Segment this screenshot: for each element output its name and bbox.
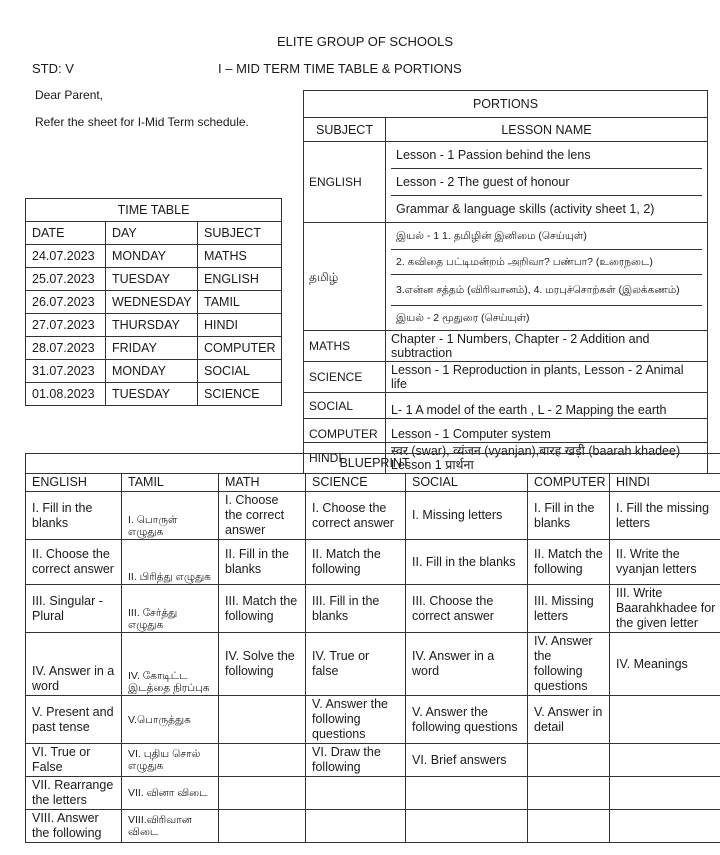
day-cell: TUESDAY xyxy=(106,383,198,406)
blueprint-header-row xyxy=(26,474,720,492)
column-header: DAY xyxy=(106,222,198,245)
exam-title: I – MID TERM TIME TABLE & PORTIONS xyxy=(218,61,462,76)
portions-table xyxy=(303,90,708,474)
blueprint-cell xyxy=(406,810,528,843)
blueprint-cell: II. Write the vyanjan letters xyxy=(610,540,720,585)
lesson-item: L- 1 A model of the earth , L - 2 Mapping the earth xyxy=(386,393,708,419)
blueprint-cell: IV. Answer the following questions xyxy=(528,633,610,696)
portion-row-maths xyxy=(304,331,708,362)
date-cell: 24.07.2023 xyxy=(26,245,106,268)
blueprint-cell: I. Choose the correct answer xyxy=(306,492,406,540)
time-table-title: TIME TABLE xyxy=(26,199,282,222)
lesson-item: இயல் - 1 1. தமிழின் இனிமை (செய்யுள்) xyxy=(391,223,702,250)
blueprint-cell xyxy=(610,777,720,810)
blueprint-cell: V. Answer the following questions xyxy=(306,696,406,744)
blueprint-cell: III. சேர்த்து எழுதுக xyxy=(122,585,219,633)
blueprint-cell: I. Fill in the blanks xyxy=(26,492,122,540)
lesson-item: Lesson - 1 Reproduction in plants, Lesson - 2 Animal life xyxy=(386,362,708,393)
blueprint-cell xyxy=(306,810,406,843)
subject-cell: TAMIL xyxy=(198,291,282,314)
blueprint-cell: IV. Solve the following xyxy=(219,633,306,696)
subject-cell: SCIENCE xyxy=(198,383,282,406)
lesson-item: இயல் - 2 மூதுரை (செய்யுள்) xyxy=(396,312,530,324)
lesson-item: स्वर (swar), व्यंजन (vyanjan),बारह खड़ी (baarah khadee) xyxy=(391,444,681,458)
blueprint-cell: VI. Brief answers xyxy=(406,744,528,777)
blueprint-cell: IV. True or false xyxy=(306,633,406,696)
blueprint-cell xyxy=(610,744,720,777)
blueprint-cell: IV. Meanings xyxy=(610,633,720,696)
table-row xyxy=(26,744,720,777)
date-cell: 28.07.2023 xyxy=(26,337,106,360)
lesson-item: 2. கவிதை பட்டிமன்றம் அறிவா? பண்பா? (உரைநடை) xyxy=(391,250,702,275)
table-row xyxy=(26,696,720,744)
blueprint-cell: IV. Answer in a word xyxy=(406,633,528,696)
blueprint-cell: II. Choose the correct answer xyxy=(26,540,122,585)
table-row xyxy=(26,383,282,406)
portion-row-english xyxy=(304,142,708,223)
blueprint-cell xyxy=(219,810,306,843)
lesson-item: Lesson 1 प्रार्थना xyxy=(391,458,474,472)
blueprint-cell: III. Singular - Plural xyxy=(26,585,122,633)
blueprint-cell: III. Choose the correct answer xyxy=(406,585,528,633)
lesson-item: Lesson - 2 The guest of honour xyxy=(391,169,702,196)
table-row xyxy=(26,245,282,268)
time-table xyxy=(25,198,282,406)
subject-cell: SOCIAL xyxy=(304,393,386,419)
lesson-column-header: LESSON NAME xyxy=(386,118,708,142)
blueprint-cell xyxy=(610,696,720,744)
subject-cell: SCIENCE xyxy=(304,362,386,393)
blueprint-cell: V. Present and past tense xyxy=(26,696,122,744)
day-cell: FRIDAY xyxy=(106,337,198,360)
date-cell: 01.08.2023 xyxy=(26,383,106,406)
date-cell: 26.07.2023 xyxy=(26,291,106,314)
table-row xyxy=(26,337,282,360)
blueprint-cell xyxy=(219,777,306,810)
table-row xyxy=(26,633,720,696)
portion-row-science xyxy=(304,362,708,393)
blueprint-cell: VI. புதிய சொல் எழுதுக xyxy=(122,744,219,777)
column-header: SUBJECT xyxy=(198,222,282,245)
table-row xyxy=(26,268,282,291)
blueprint-cell: III. Fill in the blanks xyxy=(306,585,406,633)
subject-cell: SOCIAL xyxy=(198,360,282,383)
subject-cell: MATHS xyxy=(198,245,282,268)
blueprint-cell: I. Choose the correct answer xyxy=(219,492,306,540)
lesson-item: Lesson - 1 Passion behind the lens xyxy=(391,142,702,169)
blueprint-cell xyxy=(528,744,610,777)
subject-column-header: SUBJECT xyxy=(304,118,386,142)
blueprint-cell: III. Match the following xyxy=(219,585,306,633)
subject-cell: HINDI xyxy=(198,314,282,337)
subject-cell: HINDI xyxy=(304,443,386,474)
subject-cell: COMPUTER xyxy=(198,337,282,360)
column-header: HINDI xyxy=(610,474,720,492)
column-header: COMPUTER xyxy=(528,474,610,492)
blueprint-cell: II. Match the following xyxy=(306,540,406,585)
portion-row-tamil xyxy=(304,223,708,331)
blueprint-cell: IV. கோடிட்ட இடத்தை நிரப்புக xyxy=(122,633,219,696)
subject-cell: தமிழ் xyxy=(304,223,386,331)
blueprint-cell: I. பொருள் எழுதுக xyxy=(122,492,219,540)
lesson-item: 3.என்ன சத்தம் (விரிவானம்), 4. மரபுச்சொற்கள் (இலக்கணம்) xyxy=(391,275,702,306)
blueprint-cell: VII. Rearrange the letters xyxy=(26,777,122,810)
column-header: ENGLISH xyxy=(26,474,122,492)
date-cell: 25.07.2023 xyxy=(26,268,106,291)
lesson-item: Grammar & language skills (activity sheet 1, 2) xyxy=(396,202,655,216)
blueprint-cell: II. Fill in the blanks xyxy=(219,540,306,585)
instruction-note: Refer the sheet for I-Mid Term schedule. xyxy=(35,115,249,129)
school-name: ELITE GROUP OF SCHOOLS xyxy=(276,34,454,49)
blueprint-cell: III. Write Baarahkhadee for the given letter xyxy=(610,585,720,633)
table-row xyxy=(26,777,720,810)
table-row xyxy=(26,540,720,585)
greeting: Dear Parent, xyxy=(35,88,104,102)
date-cell: 27.07.2023 xyxy=(26,314,106,337)
blueprint-cell: V. Answer the following questions xyxy=(406,696,528,744)
blueprint-cell: VIII.விரிவான விடை xyxy=(122,810,219,843)
lesson-item: Lesson - 1 Computer system xyxy=(386,419,708,443)
blueprint-cell: I. Missing letters xyxy=(406,492,528,540)
table-row xyxy=(26,492,720,540)
blueprint-cell xyxy=(610,810,720,843)
day-cell: WEDNESDAY xyxy=(106,291,198,314)
blueprint-cell: II. Fill in the blanks xyxy=(406,540,528,585)
blueprint-table xyxy=(25,453,720,843)
blueprint-title: BLUEPRINT xyxy=(26,454,720,474)
blueprint-cell xyxy=(528,777,610,810)
column-header: SOCIAL xyxy=(406,474,528,492)
column-header: DATE xyxy=(26,222,106,245)
portion-row-social xyxy=(304,393,708,419)
date-cell: 31.07.2023 xyxy=(26,360,106,383)
blueprint-cell xyxy=(306,777,406,810)
portion-row-computer xyxy=(304,419,708,443)
blueprint-cell: II. Match the following xyxy=(528,540,610,585)
blueprint-cell: III. Missing letters xyxy=(528,585,610,633)
column-header: MATH xyxy=(219,474,306,492)
time-table-header-row xyxy=(26,222,282,245)
blueprint-cell xyxy=(219,696,306,744)
table-row xyxy=(26,291,282,314)
subject-cell: ENGLISH xyxy=(304,142,386,223)
blueprint-cell: VI. True or False xyxy=(26,744,122,777)
blueprint-cell: V. Answer in detail xyxy=(528,696,610,744)
day-cell: THURSDAY xyxy=(106,314,198,337)
subject-cell: COMPUTER xyxy=(304,419,386,443)
lesson-item: Chapter - 1 Numbers, Chapter - 2 Addition and subtraction xyxy=(386,331,708,362)
blueprint-cell: VII. வினா விடை xyxy=(122,777,219,810)
blueprint-cell: I. Fill the missing letters xyxy=(610,492,720,540)
blueprint-cell xyxy=(528,810,610,843)
portions-title: PORTIONS xyxy=(304,91,708,118)
day-cell: MONDAY xyxy=(106,245,198,268)
blueprint-cell: V.பொருத்துக xyxy=(122,696,219,744)
blueprint-cell: I. Fill in the blanks xyxy=(528,492,610,540)
table-row xyxy=(26,360,282,383)
day-cell: TUESDAY xyxy=(106,268,198,291)
blueprint-cell: VI. Draw the following xyxy=(306,744,406,777)
day-cell: MONDAY xyxy=(106,360,198,383)
table-row xyxy=(26,314,282,337)
blueprint-cell: IV. Answer in a word xyxy=(26,633,122,696)
column-header: TAMIL xyxy=(122,474,219,492)
blueprint-cell xyxy=(406,777,528,810)
standard-label: STD: V xyxy=(32,61,74,76)
column-header: SCIENCE xyxy=(306,474,406,492)
subject-cell: MATHS xyxy=(304,331,386,362)
blueprint-cell: VIII. Answer the following xyxy=(26,810,122,843)
table-row xyxy=(26,585,720,633)
table-row xyxy=(26,810,720,843)
blueprint-cell: II. பிரித்து எழுதுக xyxy=(122,540,219,585)
subject-cell: ENGLISH xyxy=(198,268,282,291)
blueprint-cell xyxy=(219,744,306,777)
